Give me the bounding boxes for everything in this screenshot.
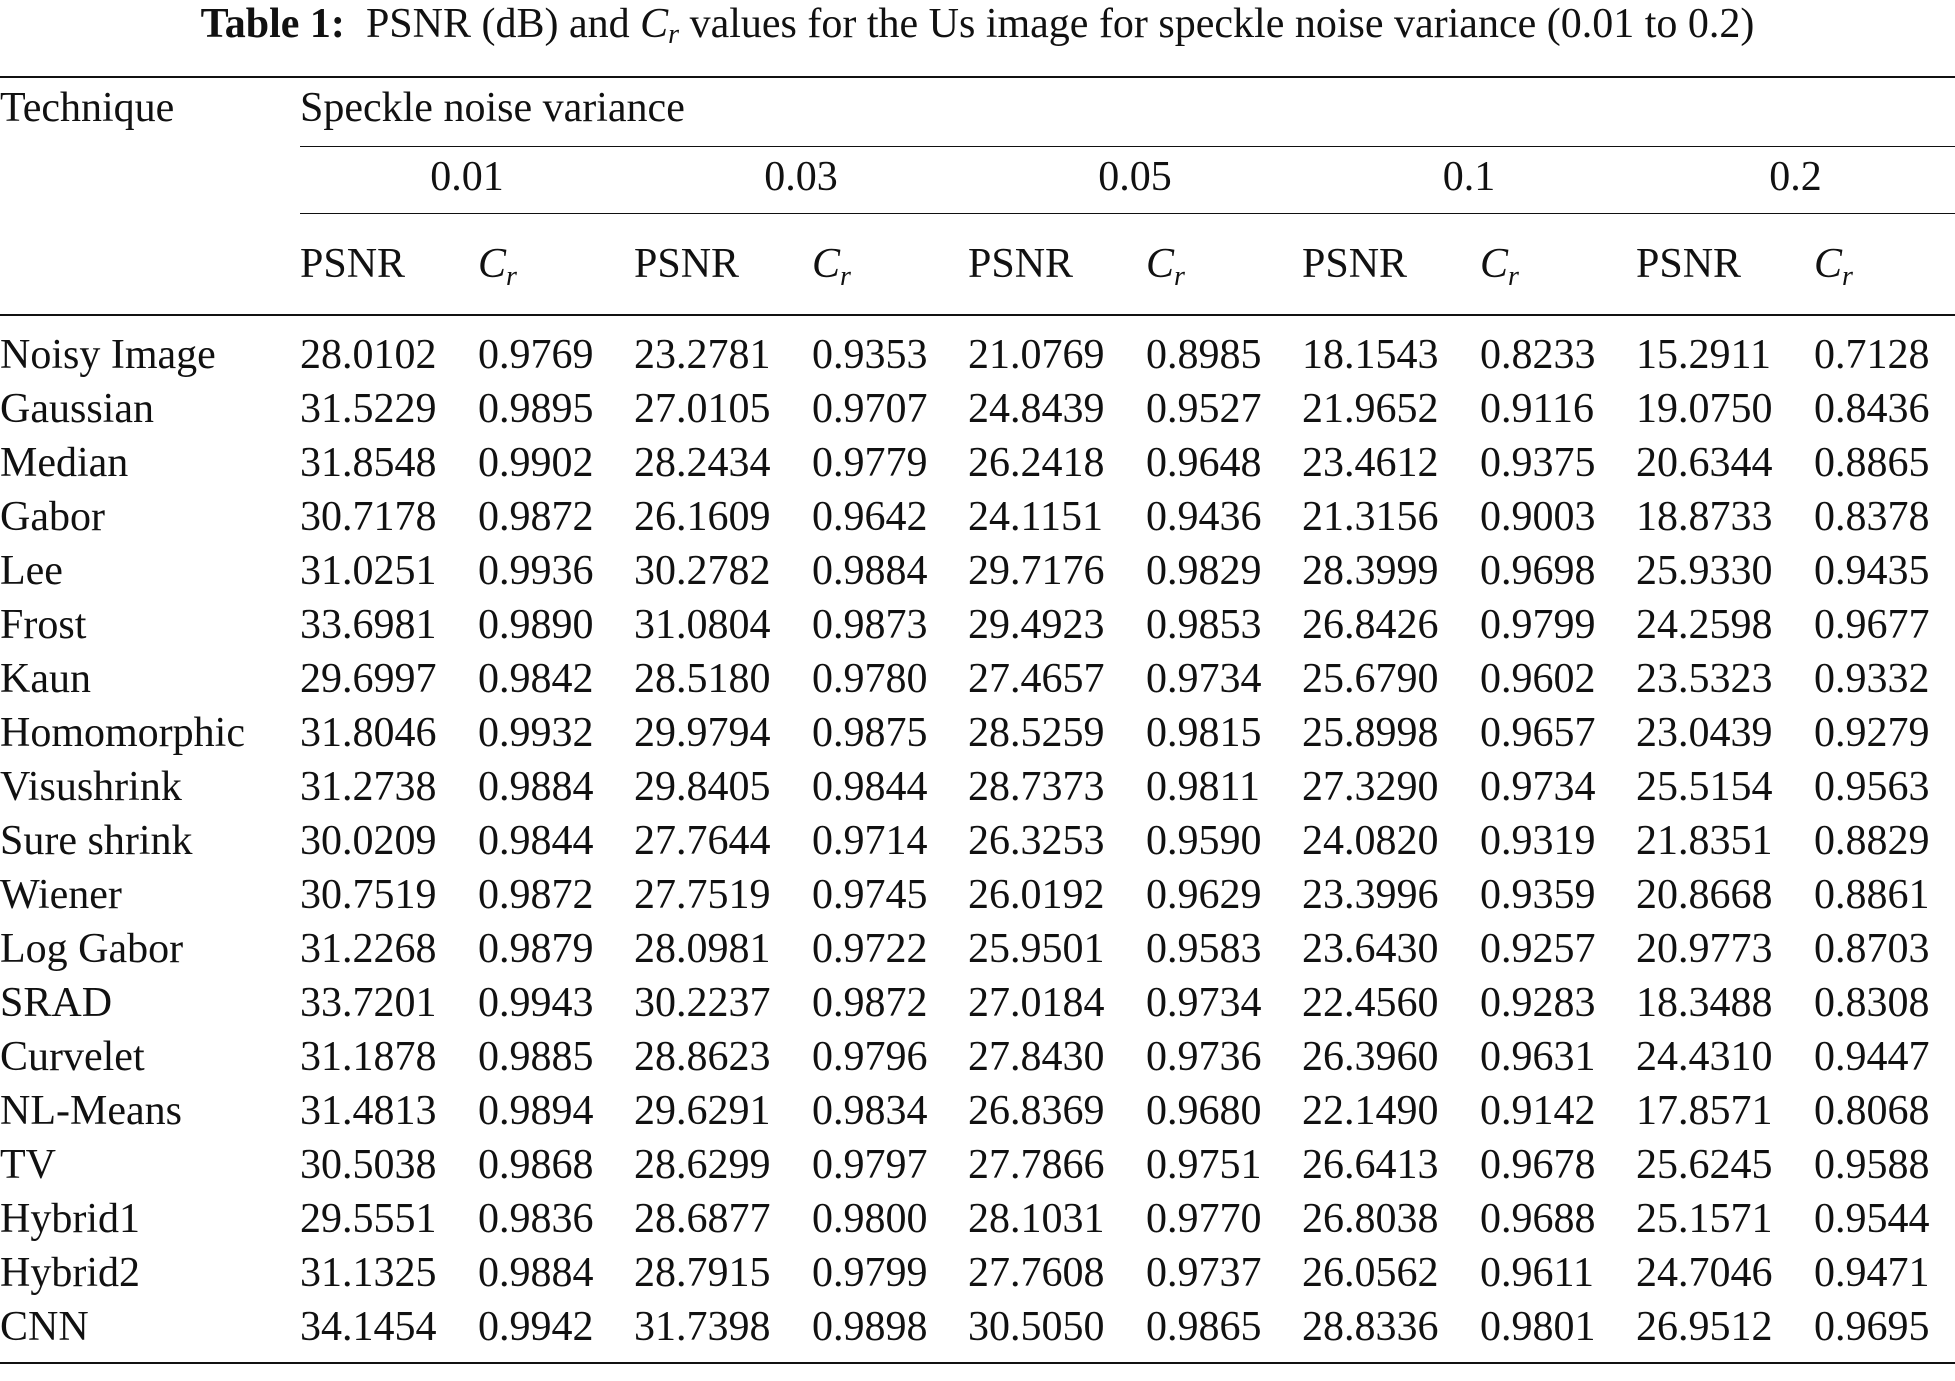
table-row [0, 976, 1955, 1030]
cr-symbol [1814, 241, 1853, 292]
cr-value: 0.9868 [478, 1142, 594, 1188]
cr-value: 0.9588 [1814, 1142, 1930, 1188]
cr-value: 0.9734 [1146, 980, 1262, 1026]
cr-value: 0.9648 [1146, 440, 1262, 486]
cr-value: 0.9563 [1814, 764, 1930, 810]
cr-sub: r [1842, 261, 1853, 292]
psnr-value: 26.8426 [1302, 602, 1439, 648]
cr-symbol [1480, 241, 1519, 292]
cr-value: 0.7128 [1814, 332, 1930, 378]
cr-sub: r [506, 261, 517, 292]
cr-value: 0.8865 [1814, 440, 1930, 486]
psnr-value: 28.1031 [968, 1196, 1105, 1242]
cr-header-1 [812, 214, 968, 316]
cr-value: 0.9801 [1480, 1304, 1596, 1350]
cr-value: 0.9722 [812, 926, 928, 972]
psnr-value: 26.3960 [1302, 1034, 1439, 1080]
cr-value: 0.9932 [478, 710, 594, 756]
psnr-value: 34.1454 [300, 1304, 437, 1350]
cr-value: 0.9885 [478, 1034, 594, 1080]
psnr-value: 28.5180 [634, 656, 771, 702]
cr-value: 0.9737 [1146, 1250, 1262, 1296]
psnr-value: 28.5259 [968, 710, 1105, 756]
variance-header-0: 0.01 [300, 147, 634, 214]
cr-header-2 [1146, 214, 1302, 316]
psnr-value: 21.0769 [968, 332, 1105, 378]
table-row [0, 315, 1955, 382]
psnr-value: 26.3253 [968, 818, 1105, 864]
cr-value: 0.8378 [1814, 494, 1930, 540]
cr-value: 0.9698 [1480, 548, 1596, 594]
psnr-header-3: PSNR [1302, 241, 1408, 287]
technique-name: NL-Means [0, 1088, 182, 1134]
psnr-value: 29.5551 [300, 1196, 437, 1242]
cr-symbol [1146, 241, 1185, 292]
psnr-value: 28.8623 [634, 1034, 771, 1080]
table-row [0, 814, 1955, 868]
psnr-value: 31.0251 [300, 548, 437, 594]
cr-value: 0.9780 [812, 656, 928, 702]
technique-name: Sure shrink [0, 818, 193, 864]
cr-value: 0.9688 [1480, 1196, 1596, 1242]
psnr-value: 26.0192 [968, 872, 1105, 918]
psnr-value: 27.4657 [968, 656, 1105, 702]
cr-value: 0.9796 [812, 1034, 928, 1080]
psnr-value: 23.3996 [1302, 872, 1439, 918]
psnr-value: 26.2418 [968, 440, 1105, 486]
psnr-value: 25.9330 [1636, 548, 1773, 594]
psnr-value: 28.6877 [634, 1196, 771, 1242]
cr-value: 0.9695 [1814, 1304, 1930, 1350]
table-body [0, 315, 1955, 1363]
psnr-value: 30.2782 [634, 548, 771, 594]
psnr-value: 28.0102 [300, 332, 437, 378]
psnr-value: 27.7644 [634, 818, 771, 864]
table-row [0, 1246, 1955, 1300]
cr-value: 0.9902 [478, 440, 594, 486]
psnr-value: 27.8430 [968, 1034, 1105, 1080]
technique-name: Hybrid1 [0, 1196, 140, 1242]
psnr-value: 27.7608 [968, 1250, 1105, 1296]
cr-value: 0.9779 [812, 440, 928, 486]
psnr-value: 24.7046 [1636, 1250, 1773, 1296]
psnr-value: 19.0750 [1636, 386, 1773, 432]
cr-value: 0.8233 [1480, 332, 1596, 378]
technique-name: Gaussian [0, 386, 154, 432]
psnr-value: 27.0105 [634, 386, 771, 432]
cr-value: 0.8861 [1814, 872, 1930, 918]
cr-main: C [1146, 241, 1175, 287]
psnr-value: 26.9512 [1636, 1304, 1773, 1350]
psnr-value: 28.8336 [1302, 1304, 1439, 1350]
cr-value: 0.9836 [478, 1196, 594, 1242]
cr-value: 0.9257 [1480, 926, 1596, 972]
cr-value: 0.9678 [1480, 1142, 1596, 1188]
table-row [0, 1084, 1955, 1138]
psnr-value: 24.4310 [1636, 1034, 1773, 1080]
psnr-header-4: PSNR [1636, 241, 1742, 287]
psnr-value: 15.2911 [1636, 332, 1771, 378]
cr-value: 0.9872 [478, 494, 594, 540]
psnr-value: 28.2434 [634, 440, 771, 486]
cr-value: 0.9879 [478, 926, 594, 972]
cr-value: 0.9611 [1480, 1250, 1594, 1296]
psnr-value: 24.1151 [968, 494, 1103, 540]
cr-value: 0.9872 [812, 980, 928, 1026]
cr-value: 0.9751 [1146, 1142, 1262, 1188]
psnr-value: 33.6981 [300, 602, 437, 648]
cr-value: 0.9797 [812, 1142, 928, 1188]
psnr-value: 31.1878 [300, 1034, 437, 1080]
variance-header-2: 0.05 [968, 147, 1302, 214]
psnr-value: 29.7176 [968, 548, 1105, 594]
psnr-value: 28.7915 [634, 1250, 771, 1296]
psnr-value: 31.2268 [300, 926, 437, 972]
technique-name: Gabor [0, 494, 105, 540]
table-row [0, 382, 1955, 436]
psnr-value: 31.2738 [300, 764, 437, 810]
psnr-value: 24.8439 [968, 386, 1105, 432]
cr-value: 0.9895 [478, 386, 594, 432]
psnr-value: 23.4612 [1302, 440, 1439, 486]
technique-name: SRAD [0, 980, 113, 1026]
cr-value: 0.9898 [812, 1304, 928, 1350]
cr-value: 0.9319 [1480, 818, 1596, 864]
cr-value: 0.9873 [812, 602, 928, 648]
table-row [0, 1030, 1955, 1084]
cr-value: 0.9590 [1146, 818, 1262, 864]
psnr-value: 25.5154 [1636, 764, 1773, 810]
cr-value: 0.9769 [478, 332, 594, 378]
psnr-value: 29.4923 [968, 602, 1105, 648]
psnr-value: 26.8369 [968, 1088, 1105, 1134]
psnr-value: 30.5038 [300, 1142, 437, 1188]
psnr-value: 18.8733 [1636, 494, 1773, 540]
cr-value: 0.9815 [1146, 710, 1262, 756]
psnr-value: 30.0209 [300, 818, 437, 864]
psnr-value: 29.9794 [634, 710, 771, 756]
results-table [0, 76, 1955, 1364]
cr-header-0 [478, 214, 634, 316]
cr-value: 0.9642 [812, 494, 928, 540]
table-row [0, 760, 1955, 814]
psnr-value: 25.6790 [1302, 656, 1439, 702]
psnr-value: 31.7398 [634, 1304, 771, 1350]
group-header: Speckle noise variance [300, 77, 1955, 147]
cr-value: 0.9447 [1814, 1034, 1930, 1080]
cr-value: 0.9629 [1146, 872, 1262, 918]
psnr-value: 24.2598 [1636, 602, 1773, 648]
table-row [0, 706, 1955, 760]
table-row [0, 868, 1955, 922]
psnr-value: 24.0820 [1302, 818, 1439, 864]
cr-value: 0.9736 [1146, 1034, 1262, 1080]
psnr-value: 26.0562 [1302, 1250, 1439, 1296]
psnr-value: 27.3290 [1302, 764, 1439, 810]
psnr-value: 28.3999 [1302, 548, 1439, 594]
table-row [0, 922, 1955, 976]
table-row [0, 1192, 1955, 1246]
psnr-value: 27.0184 [968, 980, 1105, 1026]
psnr-value: 29.8405 [634, 764, 771, 810]
cr-value: 0.9283 [1480, 980, 1596, 1026]
cr-value: 0.9811 [1146, 764, 1260, 810]
cr-value: 0.9359 [1480, 872, 1596, 918]
cr-value: 0.9884 [478, 1250, 594, 1296]
cr-sub: r [1508, 261, 1519, 292]
cr-value: 0.9834 [812, 1088, 928, 1134]
cr-value: 0.9865 [1146, 1304, 1262, 1350]
psnr-value: 29.6291 [634, 1088, 771, 1134]
cr-value: 0.9734 [1480, 764, 1596, 810]
technique-name: Lee [0, 548, 63, 594]
cr-value: 0.9435 [1814, 548, 1930, 594]
table-row [0, 598, 1955, 652]
psnr-value: 18.1543 [1302, 332, 1439, 378]
psnr-value: 23.6430 [1302, 926, 1439, 972]
psnr-value: 21.8351 [1636, 818, 1773, 864]
psnr-value: 28.6299 [634, 1142, 771, 1188]
technique-name: Homomorphic [0, 710, 245, 756]
variance-header-4: 0.2 [1636, 147, 1955, 214]
table-row [0, 1138, 1955, 1192]
table-row [0, 544, 1955, 598]
technique-header: Technique [0, 85, 175, 131]
psnr-value: 26.6413 [1302, 1142, 1439, 1188]
psnr-value: 20.6344 [1636, 440, 1773, 486]
variance-header-3: 0.1 [1302, 147, 1636, 214]
cr-value: 0.9800 [812, 1196, 928, 1242]
cr-value: 0.9631 [1480, 1034, 1596, 1080]
cr-value: 0.9745 [812, 872, 928, 918]
psnr-value: 30.5050 [968, 1304, 1105, 1350]
cr-value: 0.9894 [478, 1088, 594, 1134]
technique-name: Visushrink [0, 764, 182, 810]
cr-value: 0.9657 [1480, 710, 1596, 756]
psnr-value: 28.0981 [634, 926, 771, 972]
psnr-value: 33.7201 [300, 980, 437, 1026]
caption-cr-symbol [640, 1, 680, 50]
cr-value: 0.9799 [1480, 602, 1596, 648]
cr-value: 0.9332 [1814, 656, 1930, 702]
psnr-value: 30.2237 [634, 980, 771, 1026]
psnr-value: 21.9652 [1302, 386, 1439, 432]
psnr-value: 26.1609 [634, 494, 771, 540]
cr-value: 0.9471 [1814, 1250, 1930, 1296]
cr-value: 0.9116 [1480, 386, 1594, 432]
cr-value: 0.9707 [812, 386, 928, 432]
cr-symbol [812, 241, 851, 292]
cr-value: 0.8985 [1146, 332, 1262, 378]
cr-symbol [478, 241, 517, 292]
table-row [0, 1300, 1955, 1363]
cr-value: 0.9853 [1146, 602, 1262, 648]
psnr-value: 26.8038 [1302, 1196, 1439, 1242]
cr-value: 0.9799 [812, 1250, 928, 1296]
psnr-value: 23.5323 [1636, 656, 1773, 702]
cr-main: C [478, 241, 507, 287]
psnr-value: 31.5229 [300, 386, 437, 432]
technique-name: Median [0, 440, 129, 486]
psnr-value: 17.8571 [1636, 1088, 1773, 1134]
cr-value: 0.9884 [812, 548, 928, 594]
psnr-value: 31.8548 [300, 440, 437, 486]
cr-value: 0.9936 [478, 548, 594, 594]
table-caption [0, 0, 1955, 48]
cr-value: 0.8703 [1814, 926, 1930, 972]
cr-main: C [1814, 241, 1843, 287]
table-row [0, 436, 1955, 490]
cr-value: 0.9875 [812, 710, 928, 756]
technique-name: Kaun [0, 656, 91, 702]
psnr-value: 30.7519 [300, 872, 437, 918]
technique-name: CNN [0, 1304, 89, 1350]
psnr-value: 25.1571 [1636, 1196, 1773, 1242]
cr-value: 0.9544 [1814, 1196, 1930, 1242]
psnr-header-2: PSNR [968, 241, 1074, 287]
caption-cr-sub: r [668, 19, 680, 50]
cr-value: 0.9142 [1480, 1088, 1596, 1134]
psnr-value: 25.9501 [968, 926, 1105, 972]
cr-value: 0.8436 [1814, 386, 1930, 432]
cr-main: C [1480, 241, 1509, 287]
psnr-value: 23.2781 [634, 332, 771, 378]
header-spacer [0, 147, 300, 214]
cr-sub: r [840, 261, 851, 292]
cr-value: 0.9734 [1146, 656, 1262, 702]
technique-name: Frost [0, 602, 87, 648]
psnr-value: 20.9773 [1636, 926, 1773, 972]
cr-main: C [812, 241, 841, 287]
cr-value: 0.9583 [1146, 926, 1262, 972]
cr-value: 0.9003 [1480, 494, 1596, 540]
technique-name: Hybrid2 [0, 1250, 140, 1296]
cr-header-4 [1814, 214, 1955, 316]
cr-value: 0.9844 [478, 818, 594, 864]
psnr-value: 25.6245 [1636, 1142, 1773, 1188]
variance-header-1: 0.03 [634, 147, 968, 214]
cr-value: 0.9353 [812, 332, 928, 378]
cr-value: 0.8068 [1814, 1088, 1930, 1134]
caption-text-before: PSNR (dB) and [365, 1, 630, 47]
cr-value: 0.9842 [478, 656, 594, 702]
cr-value: 0.9680 [1146, 1088, 1262, 1134]
psnr-header-0: PSNR [300, 241, 406, 287]
cr-value: 0.9829 [1146, 548, 1262, 594]
cr-value: 0.9279 [1814, 710, 1930, 756]
psnr-value: 20.8668 [1636, 872, 1773, 918]
caption-text-after: values for the Us image for speckle noise variance (0.01 to 0.2) [689, 1, 1755, 47]
table-row [0, 490, 1955, 544]
psnr-value: 30.7178 [300, 494, 437, 540]
technique-name: Noisy Image [0, 332, 216, 378]
psnr-value: 22.1490 [1302, 1088, 1439, 1134]
cr-value: 0.9677 [1814, 602, 1930, 648]
cr-value: 0.8308 [1814, 980, 1930, 1026]
cr-sub: r [1174, 261, 1185, 292]
cr-header-3 [1480, 214, 1636, 316]
caption-label: Table 1: [200, 1, 345, 47]
cr-value: 0.9770 [1146, 1196, 1262, 1242]
cr-value: 0.9890 [478, 602, 594, 648]
psnr-value: 31.8046 [300, 710, 437, 756]
psnr-value: 21.3156 [1302, 494, 1439, 540]
psnr-value: 29.6997 [300, 656, 437, 702]
psnr-value: 31.4813 [300, 1088, 437, 1134]
caption-cr-main: C [640, 1, 669, 47]
psnr-value: 27.7866 [968, 1142, 1105, 1188]
cr-value: 0.9602 [1480, 656, 1596, 702]
cr-value: 0.9884 [478, 764, 594, 810]
psnr-value: 22.4560 [1302, 980, 1439, 1026]
header-spacer [0, 214, 300, 316]
cr-value: 0.9527 [1146, 386, 1262, 432]
psnr-header-1: PSNR [634, 241, 740, 287]
table-row [0, 652, 1955, 706]
psnr-value: 18.3488 [1636, 980, 1773, 1026]
technique-name: Wiener [0, 872, 122, 918]
technique-name: TV [0, 1142, 56, 1188]
cr-value: 0.8829 [1814, 818, 1930, 864]
psnr-value: 28.7373 [968, 764, 1105, 810]
psnr-value: 25.8998 [1302, 710, 1439, 756]
cr-value: 0.9872 [478, 872, 594, 918]
cr-value: 0.9436 [1146, 494, 1262, 540]
psnr-value: 23.0439 [1636, 710, 1773, 756]
cr-value: 0.9375 [1480, 440, 1596, 486]
psnr-value: 31.1325 [300, 1250, 437, 1296]
technique-name: Log Gabor [0, 926, 184, 972]
cr-value: 0.9942 [478, 1304, 594, 1350]
cr-value: 0.9844 [812, 764, 928, 810]
cr-value: 0.9714 [812, 818, 928, 864]
technique-name: Curvelet [0, 1034, 145, 1080]
psnr-value: 31.0804 [634, 602, 771, 648]
cr-value: 0.9943 [478, 980, 594, 1026]
psnr-value: 27.7519 [634, 872, 771, 918]
